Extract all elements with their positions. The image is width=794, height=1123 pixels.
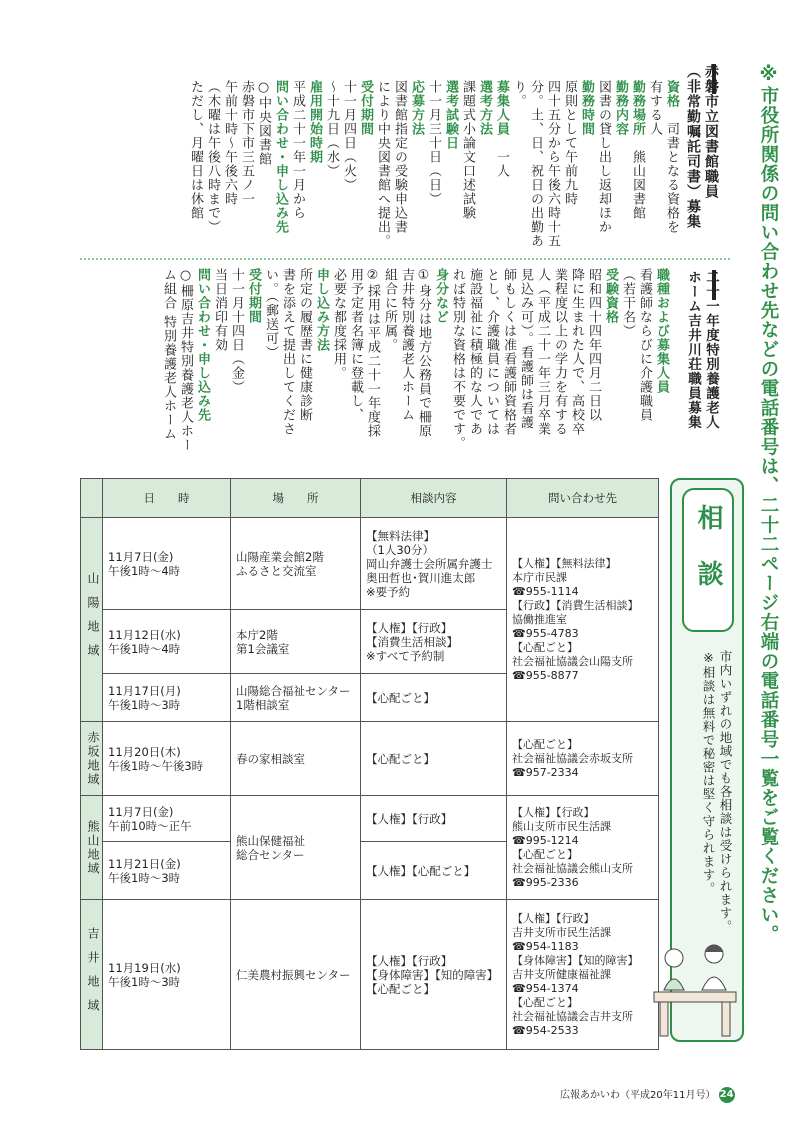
content-line: 【心配ごと】 xyxy=(366,751,435,766)
content-line: （1人30分） xyxy=(366,542,434,557)
library-title: 赤磐市立図書館職員 （非常勤嘱託司書）募集 xyxy=(685,64,719,229)
consultation-title: 相談 xyxy=(682,488,734,632)
contact-line: 社会福祉協議会赤坂支所 xyxy=(512,751,633,765)
nursing-line: 用予定者名簿に登載し、 xyxy=(348,268,363,422)
library-line: 勤務場所 熊山図書館 xyxy=(630,80,645,220)
library-line xyxy=(578,80,595,258)
nursing-line: 所定の履歴書に健康診断 xyxy=(297,268,312,422)
nursing-line xyxy=(245,268,262,453)
place-cell: 仁美農村振興センター xyxy=(231,900,361,1050)
library-line xyxy=(357,80,374,258)
content-line: 【身体障害】【知的障害】 xyxy=(366,967,499,982)
place-cell: 熊山保健福祉 総合センター xyxy=(231,796,361,900)
contact-line: 本庁市民課 xyxy=(512,570,567,584)
table-row xyxy=(81,796,659,842)
content-line: 【心配ごと】 xyxy=(366,981,435,996)
nursing-label: 申し込み方法 xyxy=(314,268,329,352)
nursing-line: 吉井特別養護老人ホーム xyxy=(399,268,414,422)
contact-line: 【人権】【行政】 xyxy=(512,805,595,819)
nursing-line: 組合に所属。 xyxy=(382,268,397,352)
library-label: 募集人員 xyxy=(494,80,509,136)
library-label: 勤務内容 xyxy=(613,80,628,136)
nursing-line: （若干名） xyxy=(620,268,635,338)
nursing-line: 十一月十四日（金） xyxy=(229,268,244,394)
nursing-line: とし、介護職員については xyxy=(484,268,499,436)
header-date: 日 時 xyxy=(103,479,231,518)
contact-line: ☎954-1183 xyxy=(512,939,579,953)
content-line: 【心配ごと】 xyxy=(366,690,435,705)
contact-line: ☎954-1374 xyxy=(512,981,579,995)
nursing-line: 師もしくは准看護師資格者 xyxy=(501,268,516,436)
library-line: ～十九日（水） xyxy=(324,80,339,178)
library-line: により中央図書館へ提出。 xyxy=(375,80,390,248)
date-cell: 11月20日(木) 午後1時～午後3時 xyxy=(103,722,231,796)
contact-line: ☎955-4783 xyxy=(512,626,579,640)
nursing-label: 受験資格 xyxy=(603,268,618,324)
contact-kumayama xyxy=(507,796,659,900)
library-line xyxy=(476,80,493,258)
contact-line: 【行政】【消費生活相談】 xyxy=(512,598,639,612)
nursing-line: ②採用は平成二十一年度採 xyxy=(365,268,380,438)
nursing-line: ム組合 特別養護老人ホーム xyxy=(161,268,176,442)
nursing-line: 当日消印有効 xyxy=(212,268,227,352)
nursing-line xyxy=(432,268,449,453)
contact-line: 【心配ごと】 xyxy=(512,737,578,751)
content-cell xyxy=(361,900,507,1050)
content-cell xyxy=(361,610,507,674)
nursing-line: 施設福祉に積極的な人であ xyxy=(467,268,482,436)
content-line: 【人権】【行政】 xyxy=(366,620,453,635)
contact-line: 【心配ごと】 xyxy=(512,995,578,1009)
contact-line: ☎995-2336 xyxy=(512,875,579,889)
contact-line: 【人権】【行政】 xyxy=(512,911,595,925)
content-line: 【人権】【行政】 xyxy=(366,953,453,968)
library-label: 資格 xyxy=(664,80,679,108)
phone-number-note: ※市役所関係の問い合わせ先などの電話番号は、二十二ページ右端の電話番号一覧をご覧ください。 xyxy=(758,64,779,944)
library-line: 四十五分から午後六時十五 xyxy=(545,80,560,248)
library-line: 十一月四日（火） xyxy=(341,80,356,192)
contact-line: 吉井支所市民生活課 xyxy=(512,925,611,939)
date-cell: 11月7日(金) 午後1時～4時 xyxy=(103,518,231,610)
header-contact: 問い合わせ先 xyxy=(507,479,659,518)
contact-line: 【心配ごと】 xyxy=(512,640,578,654)
library-label: 選考試験日 xyxy=(443,80,458,150)
contact-line: 熊山支所市民生活課 xyxy=(512,819,611,833)
table-header-row xyxy=(81,479,659,518)
library-lines xyxy=(80,80,680,258)
library-line: 有する人 xyxy=(647,80,662,136)
content-line: ※要予約 xyxy=(366,584,411,599)
place-cell: 本庁2階 第1会議室 xyxy=(231,610,361,674)
consultation-table xyxy=(80,478,659,1050)
library-line: 課題式小論文口述試験 xyxy=(460,80,475,220)
library-label: 勤務場所 xyxy=(630,80,645,136)
contact-akasaka xyxy=(507,722,659,796)
contact-line: 【身体障害】【知的障害】 xyxy=(512,953,639,967)
date-cell: 11月21日(金) 午後1時～3時 xyxy=(103,842,231,900)
content-line: 【消費生活相談】 xyxy=(366,634,458,649)
table-row xyxy=(81,518,659,610)
library-line xyxy=(612,80,629,258)
date-cell: 11月12日(水) 午後1時～4時 xyxy=(103,610,231,674)
contact-line: 社会福祉協議会吉井支所 xyxy=(512,1009,633,1023)
nursing-line: 見込み可）。看護師は看護 xyxy=(518,268,533,430)
contact-line: 【心配ごと】 xyxy=(512,847,578,861)
nursing-line: い。（郵送可） xyxy=(263,268,278,360)
nursing-line xyxy=(194,268,211,453)
contact-line: 【人権】【無料法律】 xyxy=(512,556,617,570)
nursing-line: ○柵原吉井特別養護老人ホー xyxy=(178,268,193,452)
contact-line: 社会福祉協議会熊山支所 xyxy=(512,861,633,875)
header-region xyxy=(81,479,103,518)
nursing-line xyxy=(313,268,330,453)
library-line: ただし、月曜日は休館 xyxy=(188,80,203,220)
library-line: 十一月三十日（日） xyxy=(426,80,441,206)
nursing-line xyxy=(602,268,619,453)
place-cell: 山陽総合福祉センター 1階相談室 xyxy=(231,674,361,722)
table-row xyxy=(81,900,659,1050)
contact-yoshii xyxy=(507,900,659,1050)
region-kumayama: 熊山地域 xyxy=(81,796,103,900)
library-line: ○中央図書館 xyxy=(256,80,271,166)
library-label: 問い合わせ・申し込み先 xyxy=(273,80,288,234)
library-line: （木曜は午後八時まで） xyxy=(205,80,220,234)
table-row xyxy=(81,722,659,796)
nursing-line: 看護師ならびに介護職員 xyxy=(637,268,652,422)
place-cell: 山陽産業会館2階 ふるさと交流室 xyxy=(231,518,361,610)
library-line: 赤磐市下市三五ノ一 xyxy=(239,80,254,206)
region-yoshii: 吉井地域 xyxy=(81,900,103,1050)
contact-line: ☎995-1214 xyxy=(512,833,579,847)
date-cell: 11月17日(月) 午後1時～3時 xyxy=(103,674,231,722)
nursing-body xyxy=(80,268,670,453)
library-label: 勤務時間 xyxy=(579,80,594,136)
library-line xyxy=(272,80,289,258)
nursing-line: 書を添えて提出してくださ xyxy=(280,268,295,436)
nursing-line: 人（平成二十一年三月卒業 xyxy=(535,268,550,436)
consultation-illustration xyxy=(650,930,740,1040)
content-cell xyxy=(361,518,507,610)
library-line: 原則として午前九時 xyxy=(562,80,577,206)
content-cell xyxy=(361,722,507,796)
content-line: 【人権】【行政】 xyxy=(366,811,453,826)
content-cell xyxy=(361,674,507,722)
nursing-line: 必要な都度採用。 xyxy=(331,268,346,380)
nursing-label: 身分など xyxy=(433,268,448,324)
contact-line: 吉井支所健康福祉課 xyxy=(512,967,611,981)
nursing-label: 問い合わせ・申し込み先 xyxy=(195,268,210,422)
library-line xyxy=(442,80,459,258)
nursing-label: 受付期間 xyxy=(246,268,261,324)
library-label: 受付期間 xyxy=(358,80,373,136)
region-sanyo: 山陽地域 xyxy=(81,518,103,722)
library-line: 平成二十一年一月から xyxy=(290,80,305,220)
nursing-line: れば特別な資格は不要です。 xyxy=(450,268,465,450)
nursing-title: 二十一年度特別養護老人 ホーム吉井川荘職員募集 xyxy=(685,270,719,430)
place-cell: 春の家相談室 xyxy=(231,722,361,796)
nursing-line: 昭和四十四年四月二日以 xyxy=(586,268,601,422)
content-cell xyxy=(361,796,507,842)
content-cell xyxy=(361,842,507,900)
nursing-line xyxy=(653,268,670,453)
library-line: 午前十時～午後六時 xyxy=(222,80,237,206)
header-content: 相談内容 xyxy=(361,479,507,518)
nursing-line: 業程度以上の学力を有する xyxy=(552,268,567,436)
content-line: 【無料法律】 xyxy=(366,528,435,543)
library-line: 図書の貸し出し返却ほか xyxy=(596,80,611,234)
library-line xyxy=(408,80,425,258)
section-divider xyxy=(80,258,730,260)
library-line: 募集人員 一人 xyxy=(494,80,509,178)
content-line: 岡山弁護士会所属弁護士 xyxy=(366,556,493,571)
contact-line: 社会福祉協議会山陽支所 xyxy=(512,654,633,668)
library-label: 雇用開始時期 xyxy=(307,80,322,164)
date-cell: 11月7日(金) 午前10時～正午 xyxy=(103,796,231,842)
header-place: 場 所 xyxy=(231,479,361,518)
library-line: 分。土、日、祝日の出勤あり。 xyxy=(511,80,543,248)
region-akasaka: 赤坂地域 xyxy=(81,722,103,796)
consultation-text: 市内いずれの地域でも各相談は受けられます。 ※相談は無料で秘密は堅く守られます。 xyxy=(701,650,733,934)
content-line: 奥田哲也･賀川進太郎 xyxy=(366,570,476,585)
nursing-line: 降に生まれた人で、高校卒 xyxy=(569,268,584,436)
page-number: 24 xyxy=(719,1087,735,1103)
content-line: ※すべて予約制 xyxy=(366,648,445,663)
library-line: 資格 司書となる資格を xyxy=(664,80,679,234)
footer-text: 広報あかいわ（平成20年11月号） xyxy=(560,1090,716,1101)
library-line: 図書館指定の受験申込書 xyxy=(392,80,407,234)
contact-line: ☎955-8877 xyxy=(512,668,579,682)
content-line: 【人権】【心配ごと】 xyxy=(366,863,476,878)
library-line xyxy=(306,80,323,258)
nursing-line: ①身分は地方公務員で柵原 xyxy=(416,268,431,438)
contact-sanyo xyxy=(507,518,659,722)
contact-line: ☎957-2334 xyxy=(512,765,579,779)
nursing-label: 職種および募集人員 xyxy=(654,268,669,394)
contact-line: 協働推進室 xyxy=(512,612,567,626)
library-body xyxy=(684,64,720,244)
library-label: 応募方法 xyxy=(409,80,424,136)
contact-line: ☎954-2533 xyxy=(512,1023,579,1037)
contact-line: ☎955-1114 xyxy=(512,584,579,598)
date-cell: 11月19日(水) 午後1時～3時 xyxy=(103,900,231,1050)
page-footer xyxy=(560,1086,740,1103)
library-label: 選考方法 xyxy=(477,80,492,136)
